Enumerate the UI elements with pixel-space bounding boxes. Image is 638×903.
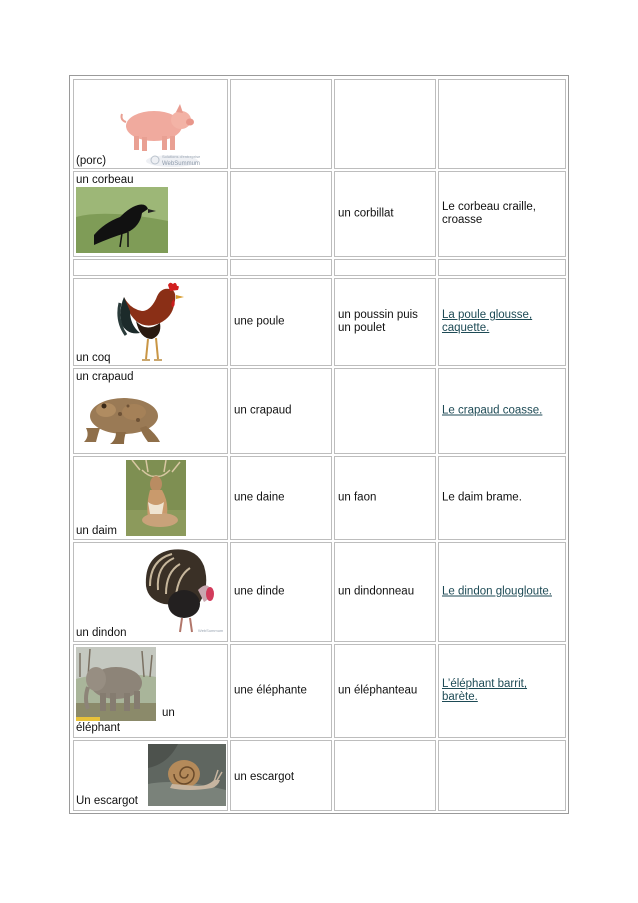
sound-link-line1[interactable]: La poule glousse, (442, 309, 533, 321)
female-name: un crapaud (234, 404, 292, 417)
animal-name: un crapaud (76, 371, 134, 383)
female-name: une dinde (234, 585, 285, 598)
sound-link[interactable]: Le crapaud coasse. (442, 404, 543, 417)
table-cell-sound (438, 259, 566, 276)
animal-name: un coq (76, 352, 111, 364)
snail-image (148, 744, 226, 806)
watermark-line2: WebSummum (198, 628, 224, 633)
animal-table (69, 75, 569, 814)
turkey-image (140, 546, 226, 636)
young-name-line1: un poussin puis (338, 309, 418, 321)
table-cell-animal (73, 456, 228, 540)
table-cell-young (334, 456, 436, 540)
rooster-image (116, 281, 188, 365)
young-name-line2: un poulet (338, 322, 386, 334)
table-cell-young (334, 740, 436, 811)
animal-name-part2: éléphant (76, 722, 121, 734)
raven-image (76, 187, 168, 253)
sound-link-line2[interactable]: caquette. (442, 322, 490, 334)
table-cell-animal (73, 542, 228, 642)
table-cell-animal (73, 740, 228, 811)
table-cell-young (334, 368, 436, 454)
table-cell-young (334, 278, 436, 366)
animal-name: (porc) (76, 155, 107, 167)
table-cell-animal (73, 79, 228, 169)
table-cell-young (334, 542, 436, 642)
table-cell-animal (73, 171, 228, 257)
table-cell-female (230, 644, 332, 738)
table-cell-female (230, 368, 332, 454)
table-cell-young (334, 79, 436, 169)
sound-text: Le corbeau craille, croasse (442, 201, 536, 226)
female-name: un escargot (234, 771, 295, 783)
table-cell-sound (438, 740, 566, 811)
young-name: un corbillat (338, 207, 394, 220)
table-cell-female (230, 456, 332, 540)
young-name: un éléphanteau (338, 684, 418, 697)
elephant-image (76, 647, 156, 721)
table-cell-female (230, 259, 332, 276)
toad-image (76, 384, 168, 450)
watermark-line2: WebSummum (162, 161, 200, 167)
animal-name: un corbeau (76, 174, 134, 186)
table-cell-young (334, 171, 436, 257)
table-cell-female (230, 542, 332, 642)
table-cell-female (230, 79, 332, 169)
sound-link-line1[interactable]: L’éléphant barrit, (442, 678, 528, 690)
table-cell-animal (73, 278, 228, 366)
young-name: un dindonneau (338, 585, 415, 598)
female-name: une poule (234, 315, 285, 328)
female-name: une daine (234, 491, 285, 504)
table-cell-animal (73, 644, 228, 738)
table-cell-young (334, 644, 436, 738)
pig-image (112, 84, 200, 168)
table-cell-sound (438, 79, 566, 169)
deer-image (126, 460, 186, 536)
table-cell-sound (438, 644, 566, 738)
table-cell-sound (438, 542, 566, 642)
animal-name-part1: un (162, 707, 175, 719)
watermark-line1: Solutions d'entreprise (162, 154, 200, 159)
animal-name: Un escargot (76, 795, 139, 807)
table-cell-sound (438, 368, 566, 454)
young-name: un faon (338, 491, 377, 504)
sound-link-line2[interactable]: barète. (442, 691, 478, 703)
table-cell-animal (73, 259, 228, 276)
table-cell-animal (73, 368, 228, 454)
animal-name: un daim (76, 525, 117, 537)
sound-link[interactable]: Le dindon glougloute. (442, 585, 552, 598)
animal-name: un dindon (76, 627, 127, 639)
table-cell-sound (438, 278, 566, 366)
sound-text: Le daim brame. (442, 491, 522, 504)
table-cell-sound (438, 456, 566, 540)
table-cell-young (334, 259, 436, 276)
female-name: une éléphante (234, 684, 307, 697)
table-cell-female (230, 171, 332, 257)
table-cell-female (230, 278, 332, 366)
table-cell-sound (438, 171, 566, 257)
table-cell-female (230, 740, 332, 811)
